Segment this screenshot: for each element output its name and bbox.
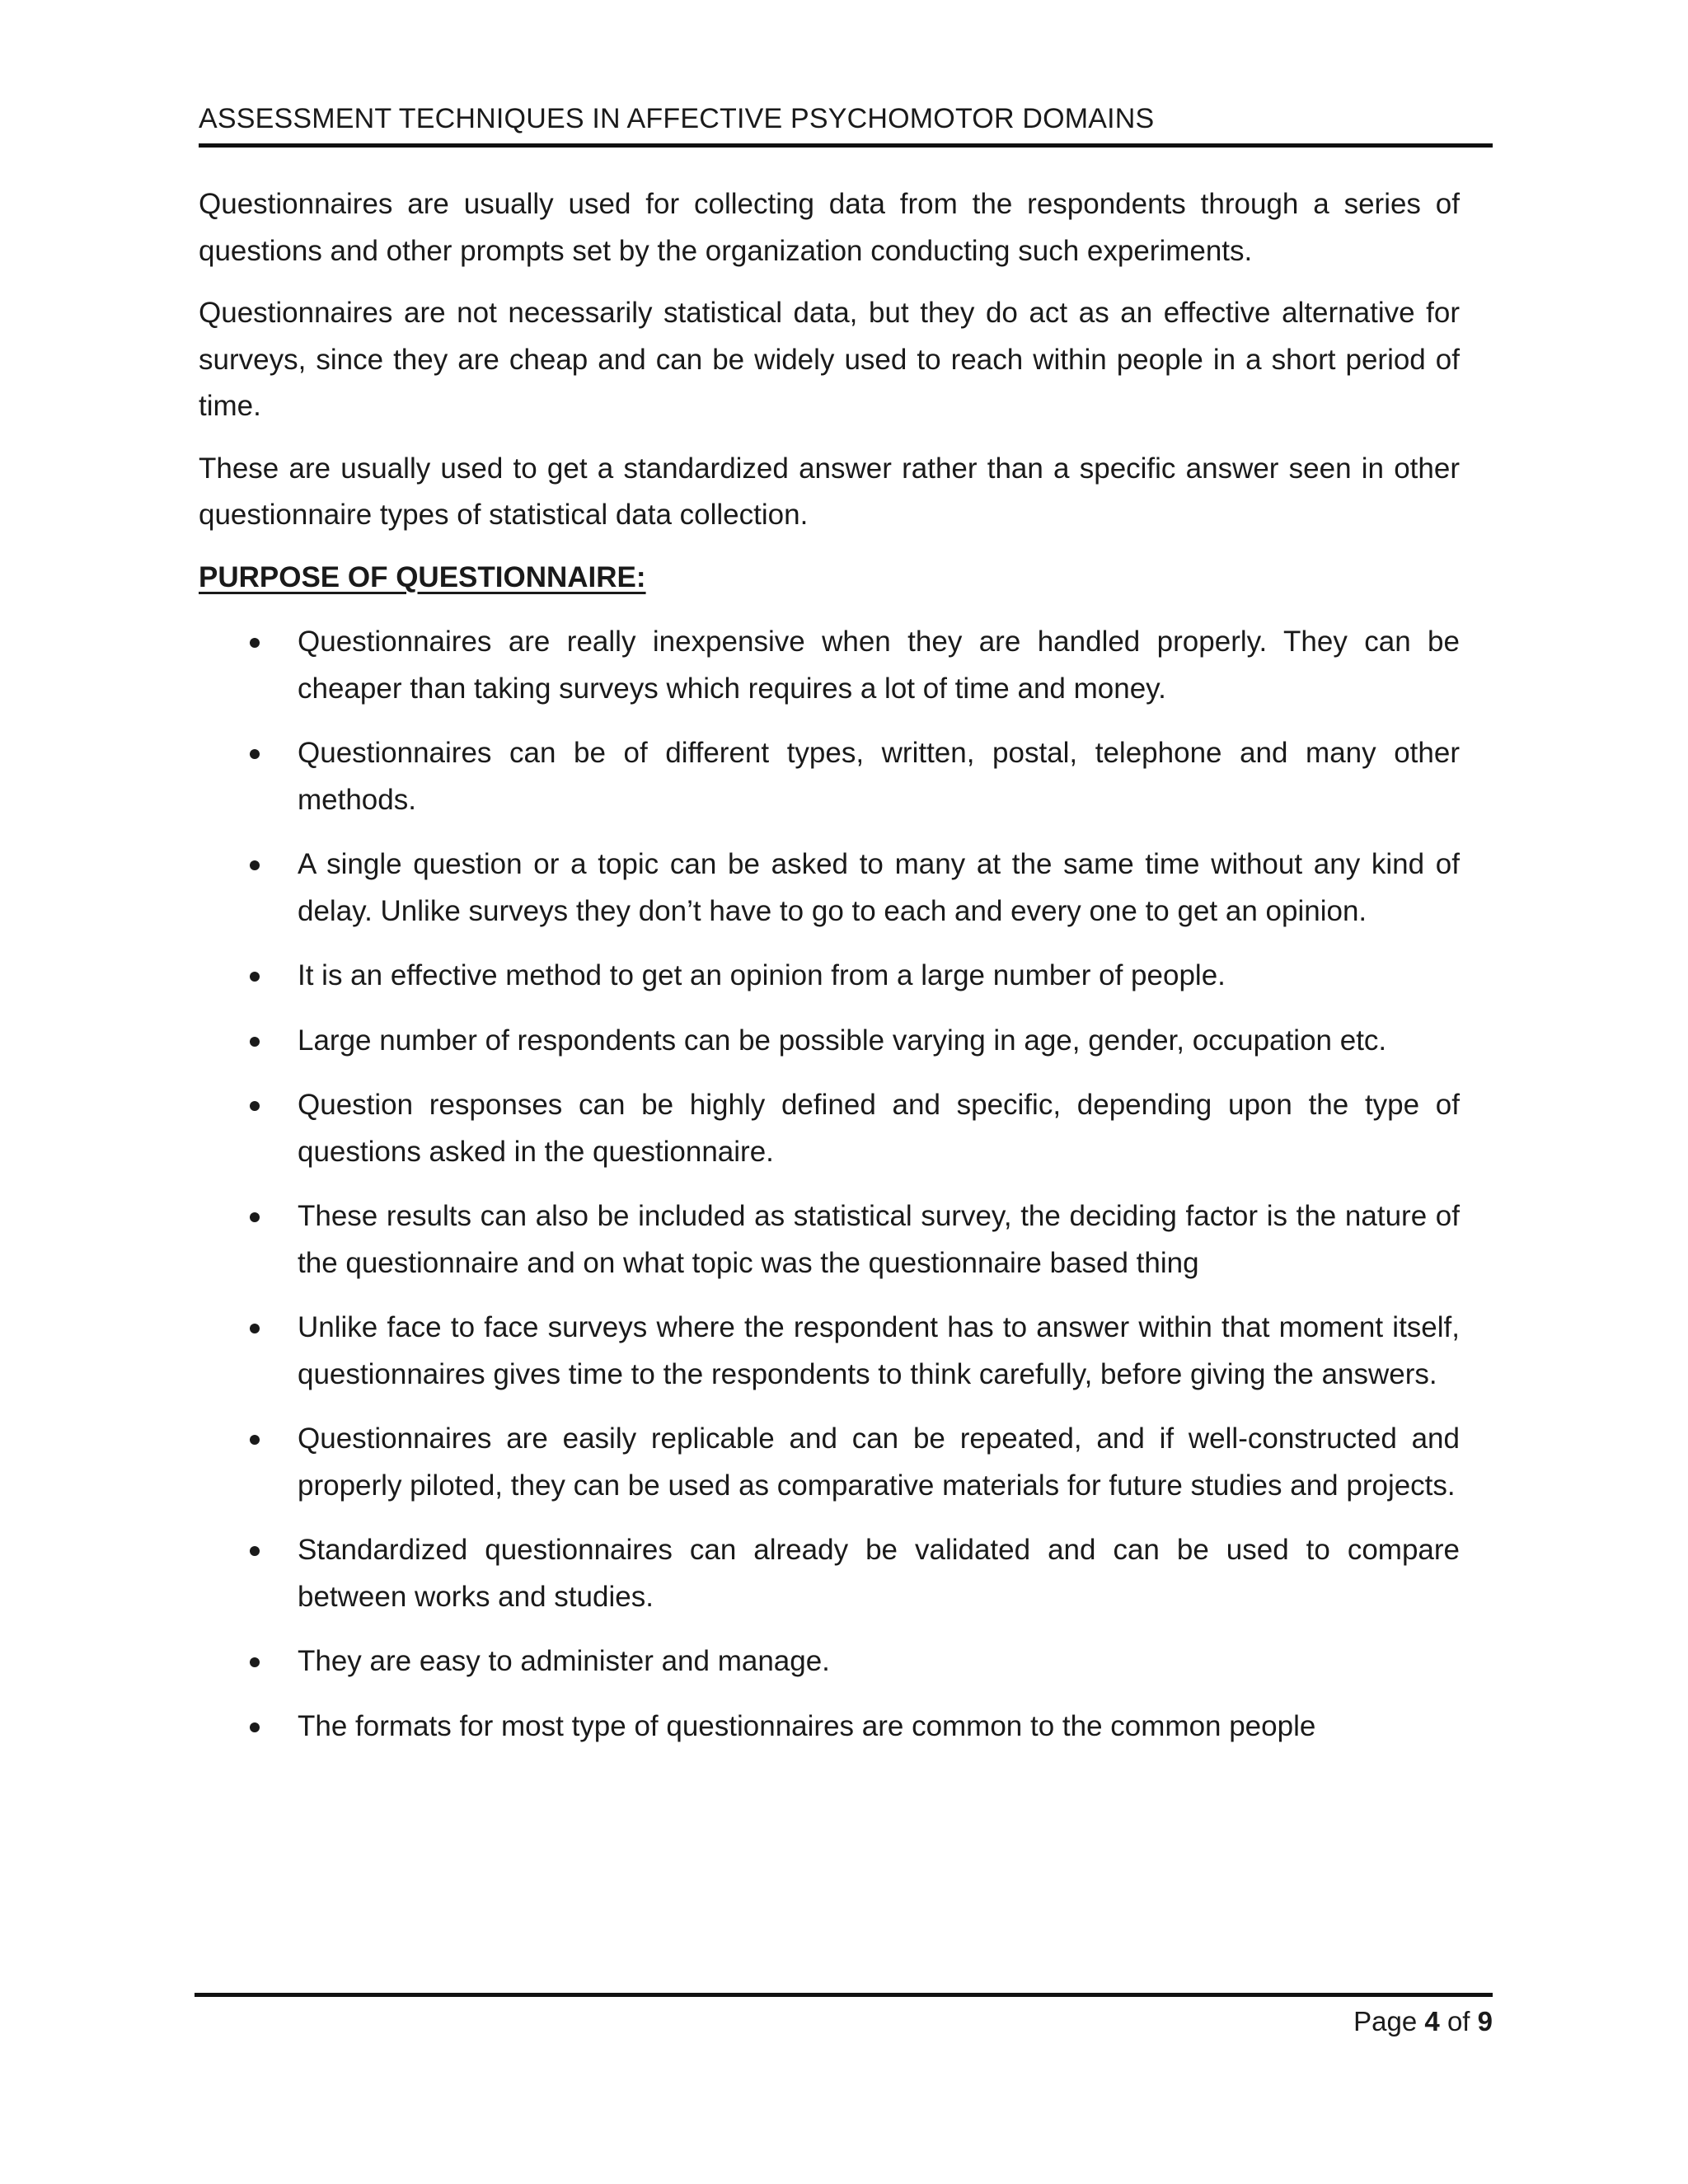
list-item-text: They are easy to administer and manage. xyxy=(298,1645,830,1677)
list-item-text: Large number of respondents can be possible varying in age, gender, occupation etc. xyxy=(298,1024,1387,1057)
footer-divider xyxy=(195,1993,1493,1997)
bullet-icon xyxy=(199,730,298,823)
bullet-icon xyxy=(199,1416,298,1509)
bullet-icon xyxy=(199,1018,298,1065)
list-item-text: Unlike face to face surveys where the respondent has to answer within that moment itself, questionnaires gives time to the respondents to think carefully, before giving the answers. xyxy=(298,1311,1460,1390)
list-item xyxy=(199,841,1460,935)
intro-paragraph-1: Questionnaires are usually used for collecting data from the respondents through a series of questions and other prompts set by the organization conducting such experiments. xyxy=(199,188,1460,267)
list-item-text: Questionnaires can be of different types, written, postal, telephone and many other methods. xyxy=(298,737,1460,816)
list-item xyxy=(199,1193,1460,1286)
list-item xyxy=(199,619,1460,712)
list-item xyxy=(199,953,1460,1000)
list-item-text: The formats for most type of questionnaires are common to the common people xyxy=(298,1709,1316,1742)
intro-paragraph-3: These are usually used to get a standardized answer rather than a specific answer seen in other questionnaire types of statistical data collection. xyxy=(199,452,1460,531)
list-item-text: Standardized questionnaires can already be validated and can be used to compare between works and studies. xyxy=(298,1534,1460,1613)
bullet-icon xyxy=(199,1082,298,1175)
page-number xyxy=(1353,2001,1493,2042)
list-item-text: These results can also be included as statistical survey, the deciding factor is the nature of the questionnaire and on what topic was the questionnaire based thing xyxy=(298,1200,1460,1279)
list-item xyxy=(199,1018,1460,1065)
bullet-icon xyxy=(199,953,298,1000)
bullet-icon xyxy=(199,1305,298,1398)
page-content xyxy=(199,181,1460,1768)
list-item xyxy=(199,1527,1460,1620)
bullet-icon xyxy=(199,619,298,712)
page-of: of xyxy=(1439,2006,1478,2036)
bullet-icon xyxy=(199,1704,298,1750)
list-item xyxy=(199,1704,1460,1750)
intro-paragraph-2: Questionnaires are not necessarily statistical data, but they do act as an effective alternative for surveys, since they are cheap and can be widely used to reach within people in a short period of time. xyxy=(199,297,1460,422)
list-item xyxy=(199,1082,1460,1175)
list-item xyxy=(199,1305,1460,1398)
list-item-text: Questionnaires are easily replicable and can be repeated, and if well-constructed and properly piloted, they can be used as comparative materials for future studies and projects. xyxy=(298,1422,1460,1502)
list-item-text: A single question or a topic can be asked to many at the same time without any kind of delay. Unlike surveys they don’t have to go to each and every one to get an opinion. xyxy=(298,848,1460,927)
bullet-icon xyxy=(199,841,298,935)
bullet-icon xyxy=(199,1638,298,1685)
list-item-text: Question responses can be highly defined and specific, depending upon the type of questions asked in the questionnaire. xyxy=(298,1089,1460,1168)
bullet-icon xyxy=(199,1193,298,1286)
page-total: 9 xyxy=(1477,2006,1493,2036)
section-heading-purpose: PURPOSE OF QUESTIONNAIRE: xyxy=(199,560,646,593)
list-item xyxy=(199,1638,1460,1685)
purpose-bullet-list xyxy=(199,619,1460,1750)
page-prefix: Page xyxy=(1353,2006,1425,2036)
list-item-text: It is an effective method to get an opinion from a large number of people. xyxy=(298,959,1226,991)
page-current: 4 xyxy=(1424,2006,1440,2036)
bullet-icon xyxy=(199,1527,298,1620)
running-header: ASSESSMENT TECHNIQUES IN AFFECTIVE PSYCHOMOTOR DOMAINS xyxy=(199,97,1493,148)
list-item xyxy=(199,730,1460,823)
list-item xyxy=(199,1416,1460,1509)
list-item-text: Questionnaires are really inexpensive when they are handled properly. They can be cheaper than taking surveys which requires a lot of time and money. xyxy=(298,626,1460,705)
